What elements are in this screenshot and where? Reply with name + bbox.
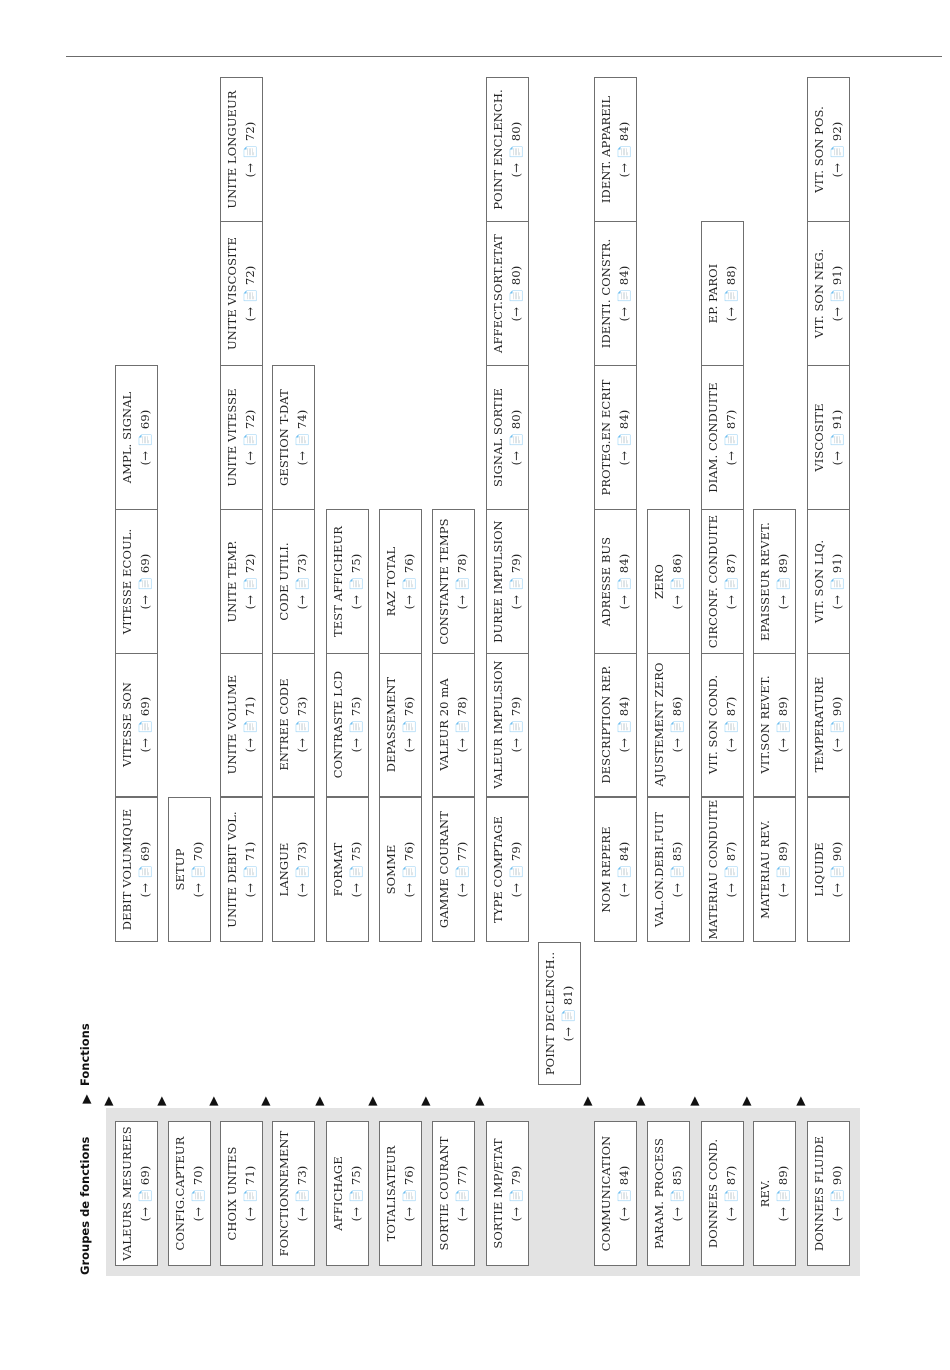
function-box-2-1	[168, 797, 211, 942]
group-box-7-page-ref: (→ 📄 77)	[454, 1165, 469, 1222]
arrow-icon: ▶	[580, 1096, 594, 1106]
function-box-4-2-page-ref: (→ 📄 73)	[294, 696, 309, 753]
function-box-6-2-page-ref: (→ 📄 76)	[401, 696, 416, 753]
function-box-11-1-label: VAL.ON.DEBI.FUIT	[651, 811, 666, 928]
group-box-2	[168, 1121, 211, 1266]
function-box-14-6-label: VIT. SON POS.	[811, 106, 826, 193]
function-box-8-6	[486, 77, 529, 222]
function-box-8-4-page-ref: (→ 📄 80)	[508, 409, 523, 466]
function-box-12-1-label: MATERIAU CONDUITE	[705, 799, 720, 940]
function-box-7-1-page-ref: (→ 📄 77)	[454, 841, 469, 898]
function-box-13-2-label: VIT.SON REVET.	[757, 675, 772, 774]
function-box-6-3-page-ref: (→ 📄 76)	[401, 553, 416, 610]
function-box-7-2-label: VALEUR 20 mA	[436, 678, 451, 771]
group-box-14-page-ref: (→ 📄 90)	[829, 1165, 844, 1222]
function-box-10-4-page-ref: (→ 📄 84)	[616, 409, 631, 466]
function-box-13-1	[753, 797, 796, 942]
function-box-13-2-page-ref: (→ 📄 89)	[775, 696, 790, 753]
function-box-6-1-label: SOMME	[383, 844, 398, 895]
function-box-3-2-page-ref: (→ 📄 71)	[242, 696, 257, 753]
group-box-5-label: AFFICHAGE	[330, 1156, 345, 1231]
function-box-4-1-page-ref: (→ 📄 73)	[294, 841, 309, 898]
function-box-3-6-label: UNITE LONGUEUR	[224, 90, 239, 209]
group-box-3-page-ref: (→ 📄 71)	[242, 1165, 257, 1222]
function-box-14-3-label: VIT. SON LIQ.	[811, 539, 826, 624]
group-box-13-label: REV.	[757, 1179, 772, 1208]
function-box-3-2	[220, 652, 263, 797]
group-box-7-label: SORTIE COURANT	[436, 1136, 451, 1251]
function-box-14-1	[807, 797, 850, 942]
function-box-12-5-label: EP. PAROI	[705, 263, 720, 324]
function-box-4-1-label: LANGUE	[276, 842, 291, 897]
function-box-10-5-page-ref: (→ 📄 84)	[616, 265, 631, 322]
function-box-12-2-label: VIT. SON COND.	[705, 674, 720, 775]
function-box-4-3-label: CODE UTILI.	[276, 542, 291, 621]
function-box-14-2	[807, 652, 850, 797]
function-box-10-6-label: IDENT. APPAREIL	[598, 95, 613, 204]
function-box-1-1-label: DEBIT VOLUMIQUE	[119, 808, 134, 931]
function-box-9-1-label: POINT DECLENCH..	[542, 951, 557, 1076]
function-box-3-4-label: UNITE VITESSE	[224, 388, 239, 487]
group-box-1-label: VALEURS MESUREES	[119, 1126, 134, 1261]
function-box-1-4-label: AMPL. SIGNAL	[119, 391, 134, 484]
function-box-5-1-label: FORMAT	[330, 842, 345, 897]
function-box-8-1-label: TYPE COMPTAGE	[490, 815, 505, 924]
function-box-8-5	[486, 221, 529, 366]
function-box-4-4-page-ref: (→ 📄 74)	[294, 409, 309, 466]
function-box-13-1-label: MATERIAU REV.	[757, 820, 772, 919]
function-box-5-1	[326, 797, 369, 942]
function-box-3-3-page-ref: (→ 📄 72)	[242, 553, 257, 610]
function-box-12-2-page-ref: (→ 📄 87)	[723, 696, 738, 753]
function-box-14-3-page-ref: (→ 📄 91)	[829, 553, 844, 610]
function-box-3-6-page-ref: (→ 📄 72)	[242, 121, 257, 178]
function-box-13-2	[753, 652, 796, 797]
group-box-11	[647, 1121, 690, 1266]
function-box-4-4-label: GESTION T-DAT	[276, 389, 291, 486]
group-box-8	[486, 1121, 529, 1266]
function-box-12-4-label: DIAM. CONDUITE	[705, 382, 720, 493]
arrow-icon: ▶	[365, 1096, 379, 1106]
function-box-14-3	[807, 509, 850, 654]
group-box-12-page-ref: (→ 📄 87)	[723, 1165, 738, 1222]
function-box-6-1	[379, 797, 422, 942]
group-box-1-page-ref: (→ 📄 69)	[137, 1165, 152, 1222]
function-box-8-4	[486, 365, 529, 510]
group-box-6-label: TOTALISATEUR	[383, 1145, 398, 1242]
function-box-14-6	[807, 77, 850, 222]
function-box-4-2-label: ENTREE CODE	[276, 678, 291, 771]
function-box-11-1-page-ref: (→ 📄 85)	[669, 841, 684, 898]
function-box-3-1-page-ref: (→ 📄 71)	[242, 841, 257, 898]
function-box-1-3-page-ref: (→ 📄 69)	[137, 553, 152, 610]
function-box-11-3-page-ref: (→ 📄 86)	[669, 553, 684, 610]
group-box-3-label: CHOIX UNITES	[224, 1146, 239, 1241]
function-box-13-3	[753, 509, 796, 654]
function-box-5-3	[326, 509, 369, 654]
group-box-6	[379, 1121, 422, 1266]
function-box-4-1	[272, 797, 315, 942]
function-box-12-5	[701, 221, 744, 366]
function-box-11-3	[647, 509, 690, 654]
function-box-11-2	[647, 652, 690, 797]
function-box-2-1-label: SETUP	[172, 848, 187, 891]
function-box-8-6-page-ref: (→ 📄 80)	[508, 121, 523, 178]
function-box-4-3	[272, 509, 315, 654]
function-box-3-4	[220, 365, 263, 510]
function-box-7-3-label: CONSTANTE TEMPS	[436, 518, 451, 645]
function-box-1-3-label: VITESSE ECOUL.	[119, 528, 134, 635]
functions-header: Fonctions	[78, 1023, 92, 1086]
function-box-11-1	[647, 797, 690, 942]
function-box-8-2-page-ref: (→ 📄 79)	[508, 696, 523, 753]
function-box-10-6-page-ref: (→ 📄 84)	[616, 121, 631, 178]
function-box-14-6-page-ref: (→ 📄 92)	[829, 121, 844, 178]
group-box-14-label: DONNEES FLUIDE	[811, 1135, 826, 1252]
function-box-10-1	[594, 797, 637, 942]
function-box-5-1-page-ref: (→ 📄 75)	[348, 841, 363, 898]
function-box-13-3-page-ref: (→ 📄 89)	[775, 553, 790, 610]
group-box-10-label: COMMUNICATION	[598, 1135, 613, 1252]
function-box-11-2-page-ref: (→ 📄 86)	[669, 696, 684, 753]
group-box-5	[326, 1121, 369, 1266]
function-box-14-4	[807, 365, 850, 510]
group-box-6-page-ref: (→ 📄 76)	[401, 1165, 416, 1222]
function-box-10-6	[594, 77, 637, 222]
function-box-8-4-label: SIGNAL SORTIE	[490, 388, 505, 487]
function-box-1-4-page-ref: (→ 📄 69)	[137, 409, 152, 466]
group-box-1	[115, 1121, 158, 1266]
function-box-14-5-label: VIT. SON NEG.	[811, 248, 826, 339]
function-box-7-1-label: GAMME COURANT	[436, 811, 451, 929]
function-box-4-2	[272, 652, 315, 797]
function-box-8-3	[486, 509, 529, 654]
function-box-6-3-label: RAZ TOTAL	[383, 546, 398, 617]
function-box-14-1-page-ref: (→ 📄 90)	[829, 841, 844, 898]
function-box-1-1-page-ref: (→ 📄 69)	[137, 841, 152, 898]
function-box-3-4-page-ref: (→ 📄 72)	[242, 409, 257, 466]
function-box-1-2-label: VITESSE SON	[119, 682, 134, 767]
function-box-13-3-label: EPAISSEUR REVET.	[757, 522, 772, 641]
function-box-9-1	[538, 942, 581, 1085]
group-box-4	[272, 1121, 315, 1266]
function-box-1-1	[115, 797, 158, 942]
function-box-5-2-page-ref: (→ 📄 75)	[348, 696, 363, 753]
function-box-6-2-label: DEPASSEMENT	[383, 676, 398, 773]
function-box-4-3-page-ref: (→ 📄 73)	[294, 553, 309, 610]
function-box-14-5	[807, 221, 850, 366]
function-box-3-5-page-ref: (→ 📄 72)	[242, 265, 257, 322]
function-box-3-3-label: UNITE TEMP.	[224, 540, 239, 623]
function-box-5-3-label: TEST AFFICHEUR	[330, 525, 345, 638]
group-box-3	[220, 1121, 263, 1266]
function-box-3-1	[220, 797, 263, 942]
function-box-10-2-label: DESCRIPTION REP.	[598, 665, 613, 784]
function-box-7-3-page-ref: (→ 📄 78)	[454, 553, 469, 610]
function-box-4-4	[272, 365, 315, 510]
group-box-13	[753, 1121, 796, 1266]
function-box-8-1	[486, 797, 529, 942]
function-box-8-5-label: AFFECT.SORT.ETAT	[490, 234, 505, 353]
arrow-icon: ▶	[312, 1096, 326, 1106]
group-box-13-page-ref: (→ 📄 89)	[775, 1165, 790, 1222]
function-box-5-3-page-ref: (→ 📄 75)	[348, 553, 363, 610]
function-box-12-3-page-ref: (→ 📄 87)	[723, 553, 738, 610]
header-arrow-icon: ▶	[79, 1094, 93, 1104]
function-box-10-4	[594, 365, 637, 510]
function-box-2-1-page-ref: (→ 📄 70)	[190, 841, 205, 898]
function-box-12-3	[701, 509, 744, 654]
function-box-14-1-label: LIQUIDE	[811, 842, 826, 897]
group-box-10	[594, 1121, 637, 1266]
group-box-10-page-ref: (→ 📄 84)	[616, 1165, 631, 1222]
function-box-12-5-page-ref: (→ 📄 88)	[723, 265, 738, 322]
group-box-4-page-ref: (→ 📄 73)	[294, 1165, 309, 1222]
function-box-3-5-label: UNITE VISCOSITE	[224, 237, 239, 350]
arrow-icon: ▶	[472, 1096, 486, 1106]
function-box-3-6	[220, 77, 263, 222]
function-box-14-5-page-ref: (→ 📄 91)	[829, 265, 844, 322]
function-box-14-4-page-ref: (→ 📄 91)	[829, 409, 844, 466]
function-box-6-2	[379, 652, 422, 797]
function-box-11-2-label: AJUSTEMENT ZERO	[651, 662, 666, 787]
function-box-7-2	[432, 652, 475, 797]
function-box-12-3-label: CIRCONF. CONDUITE	[705, 514, 720, 649]
function-box-1-3	[115, 509, 158, 654]
function-box-5-2	[326, 652, 369, 797]
function-box-11-3-label: ZERO	[651, 564, 666, 599]
function-box-3-2-label: UNITE VOLUME	[224, 674, 239, 775]
function-box-14-2-label: TEMPERATURE	[811, 676, 826, 773]
group-box-8-page-ref: (→ 📄 79)	[508, 1165, 523, 1222]
arrow-icon: ▶	[206, 1096, 220, 1106]
function-box-8-3-label: DUREE IMPULSION	[490, 520, 505, 643]
function-box-8-1-page-ref: (→ 📄 79)	[508, 841, 523, 898]
function-box-12-4-page-ref: (→ 📄 87)	[723, 409, 738, 466]
function-box-10-4-label: PROTEG.EN ECRIT	[598, 379, 613, 496]
function-box-13-1-page-ref: (→ 📄 89)	[775, 841, 790, 898]
function-box-1-4	[115, 365, 158, 510]
function-box-5-2-label: CONTRASTE LCD	[330, 670, 345, 779]
function-box-8-5-page-ref: (→ 📄 80)	[508, 265, 523, 322]
function-box-12-1	[701, 797, 744, 942]
function-box-8-3-page-ref: (→ 📄 79)	[508, 553, 523, 610]
function-box-7-1	[432, 797, 475, 942]
function-box-1-2	[115, 652, 158, 797]
arrow-icon: ▶	[258, 1096, 272, 1106]
group-box-14	[807, 1121, 850, 1266]
function-box-10-3	[594, 509, 637, 654]
group-box-2-page-ref: (→ 📄 70)	[190, 1165, 205, 1222]
arrow-icon: ▶	[739, 1096, 753, 1106]
group-box-4-label: FONCTIONNEMENT	[276, 1130, 291, 1257]
function-box-10-1-label: NOM REPERE	[598, 826, 613, 913]
function-box-12-1-page-ref: (→ 📄 87)	[723, 841, 738, 898]
function-box-3-3	[220, 509, 263, 654]
groups-header: Groupes de fonctions	[78, 1136, 92, 1275]
function-box-7-3	[432, 509, 475, 654]
function-box-12-2	[701, 652, 744, 797]
arrow-icon: ▶	[793, 1096, 807, 1106]
function-box-10-3-page-ref: (→ 📄 84)	[616, 553, 631, 610]
function-box-3-1-label: UNITE DEBIT VOL.	[224, 811, 239, 928]
group-box-11-label: PARAM. PROCESS	[651, 1138, 666, 1250]
function-box-10-2	[594, 652, 637, 797]
group-box-8-label: SORTIE IMP/ETAT	[490, 1138, 505, 1249]
arrow-icon: ▶	[154, 1096, 168, 1106]
function-box-10-5-label: IDENTI. CONSTR.	[598, 238, 613, 349]
function-box-1-2-page-ref: (→ 📄 69)	[137, 696, 152, 753]
function-box-6-1-page-ref: (→ 📄 76)	[401, 841, 416, 898]
function-box-8-2-label: VALEUR IMPULSION	[490, 660, 505, 789]
group-box-11-page-ref: (→ 📄 85)	[669, 1165, 684, 1222]
function-box-9-1-page-ref: (→ 📄 81)	[560, 985, 575, 1042]
function-box-12-4	[701, 365, 744, 510]
function-box-10-2-page-ref: (→ 📄 84)	[616, 696, 631, 753]
function-box-14-4-label: VISCOSITE	[811, 403, 826, 472]
arrow-icon: ▶	[687, 1096, 701, 1106]
function-box-10-1-page-ref: (→ 📄 84)	[616, 841, 631, 898]
arrow-icon: ▶	[418, 1096, 432, 1106]
arrow-icon: ▶	[101, 1096, 115, 1106]
group-box-12-label: DONNEES COND.	[705, 1138, 720, 1249]
function-box-8-2	[486, 652, 529, 797]
function-box-3-5	[220, 221, 263, 366]
function-box-10-5	[594, 221, 637, 366]
function-box-10-3-label: ADRESSE BUS	[598, 536, 613, 627]
function-box-14-2-page-ref: (→ 📄 90)	[829, 696, 844, 753]
function-box-7-2-page-ref: (→ 📄 78)	[454, 696, 469, 753]
function-box-8-6-label: POINT ENCLENCH.	[490, 89, 505, 210]
group-box-5-page-ref: (→ 📄 75)	[348, 1165, 363, 1222]
group-box-2-label: CONFIG.CAPTEUR	[172, 1136, 187, 1251]
function-box-6-3	[379, 509, 422, 654]
group-box-12	[701, 1121, 744, 1266]
group-box-7	[432, 1121, 475, 1266]
arrow-icon: ▶	[633, 1096, 647, 1106]
